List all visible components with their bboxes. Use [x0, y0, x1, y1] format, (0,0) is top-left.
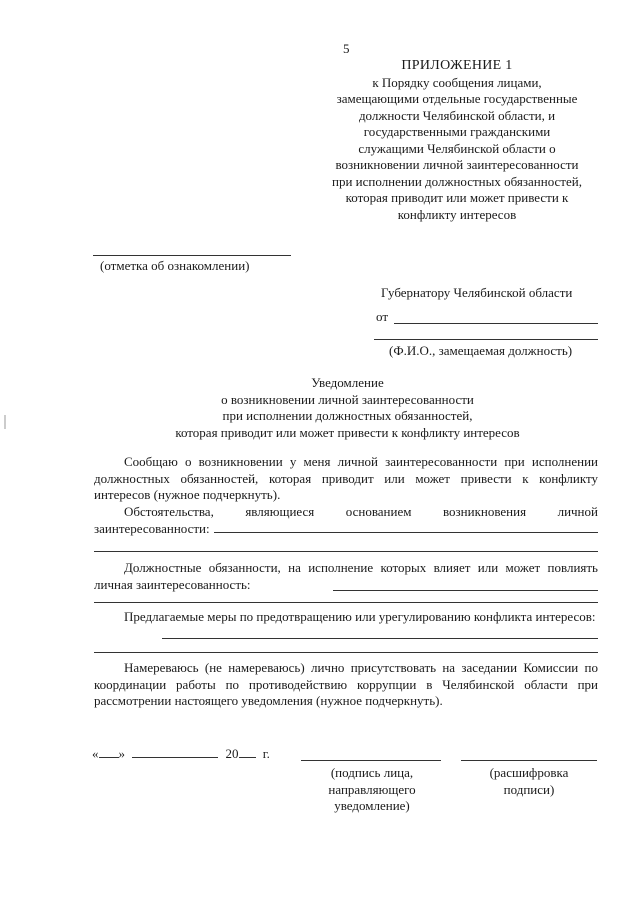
fio-fill-line [374, 339, 598, 340]
year-fill-line [239, 746, 256, 758]
day-fill-line [99, 746, 119, 758]
intent-paragraph: Намереваюсь (не намереваюсь) лично присутствовать на заседании Комиссии по координации работы по противодействию коррупции в Челябинской области при рассмотрении настоящего уведомления (нужное подчеркнуть). [94, 660, 598, 708]
duties-paragraph [94, 560, 598, 593]
acknowledgement-label: (отметка об ознакомлении) [100, 258, 250, 273]
acknowledgement-line [93, 255, 291, 256]
date-line [92, 746, 270, 762]
scan-edge-mark [4, 415, 6, 429]
measures-fill-line [162, 638, 598, 639]
addressee-from-label: от [376, 309, 389, 324]
appendix-line: государственными гражданскими [363, 124, 551, 139]
notice-title [95, 375, 600, 441]
signature-caption [302, 765, 442, 815]
year-suffix: г. [262, 746, 270, 761]
circumstances-word: возникновения [442, 504, 527, 519]
circumstances-word: основанием [345, 504, 412, 519]
notice-subtitle-line: которая приводит или может привести к конфликту интересов [175, 424, 520, 440]
page-number: 5 [343, 41, 350, 56]
duties-fill-line [333, 590, 598, 591]
from-fill-line [394, 323, 598, 324]
circumstances-tail: заинтересованности: [94, 520, 210, 536]
year-prefix: 20 [225, 746, 239, 761]
decryption-caption-line: (расшифровка [489, 765, 569, 780]
measures-text: Предлагаемые меры по предотвращению или урегулированию конфликта интересов: [124, 609, 596, 624]
signature-caption-line: уведомление) [334, 798, 410, 813]
decryption-caption-line: подписи) [503, 781, 555, 797]
month-fill-line [132, 746, 218, 758]
measures-paragraph [94, 609, 598, 626]
appendix-line: конфликту интересов [397, 206, 517, 222]
appendix-line: при исполнении должностных обязанностей, [332, 173, 582, 189]
duties-extra-line [94, 602, 598, 603]
notice-subtitle-line: при исполнении должностных обязанностей, [222, 408, 473, 423]
appendix-line: к Порядку сообщения лицами, [372, 74, 542, 90]
appendix-line: замещающими отдельные государственные [336, 91, 578, 106]
appendix-line: должности Челябинской области, и [358, 107, 556, 123]
measures-extra-line [94, 652, 598, 653]
addressee-governor: Губернатору Челябинской области [381, 285, 573, 300]
appendix-block [300, 58, 614, 223]
report-paragraph: Сообщаю о возникновении у меня личной заинтересованности при исполнении должностных обязанностей, которая приводит или может привести к конфликту интересов (нужное подчеркнуть). [94, 454, 598, 502]
notice-heading: Уведомление [311, 375, 384, 390]
notice-subtitle-line: о возникновении личной заинтересованности [221, 391, 474, 407]
circumstances-word: Обстоятельства, [124, 504, 214, 519]
circumstances-fill-line [214, 532, 598, 533]
appendix-line: возникновении личной заинтересованности [335, 157, 579, 172]
duties-text: Должностные обязанности, на исполнение которых влияет или может повлиять личная заинтересованность: [94, 560, 598, 592]
appendix-heading: ПРИЛОЖЕНИЕ 1 [401, 58, 513, 73]
signature-line [301, 760, 441, 761]
appendix-line: которая приводит или может привести к [345, 190, 569, 205]
circumstances-word: являющиеся [245, 504, 315, 519]
circumstances-paragraph [94, 504, 598, 537]
circumstances-extra-line [94, 551, 598, 552]
decryption-caption [461, 765, 597, 798]
fio-caption: (Ф.И.О., замещаемая должность) [389, 343, 573, 358]
decryption-line [461, 760, 597, 761]
signature-caption-line: направляющего [328, 781, 416, 797]
signature-caption-line: (подпись лица, [330, 765, 414, 780]
circumstances-word: личной [557, 504, 598, 519]
date-open-quote: « [92, 746, 99, 761]
appendix-line: служащими Челябинской области о [358, 140, 556, 156]
date-close-quote: » [118, 746, 125, 761]
